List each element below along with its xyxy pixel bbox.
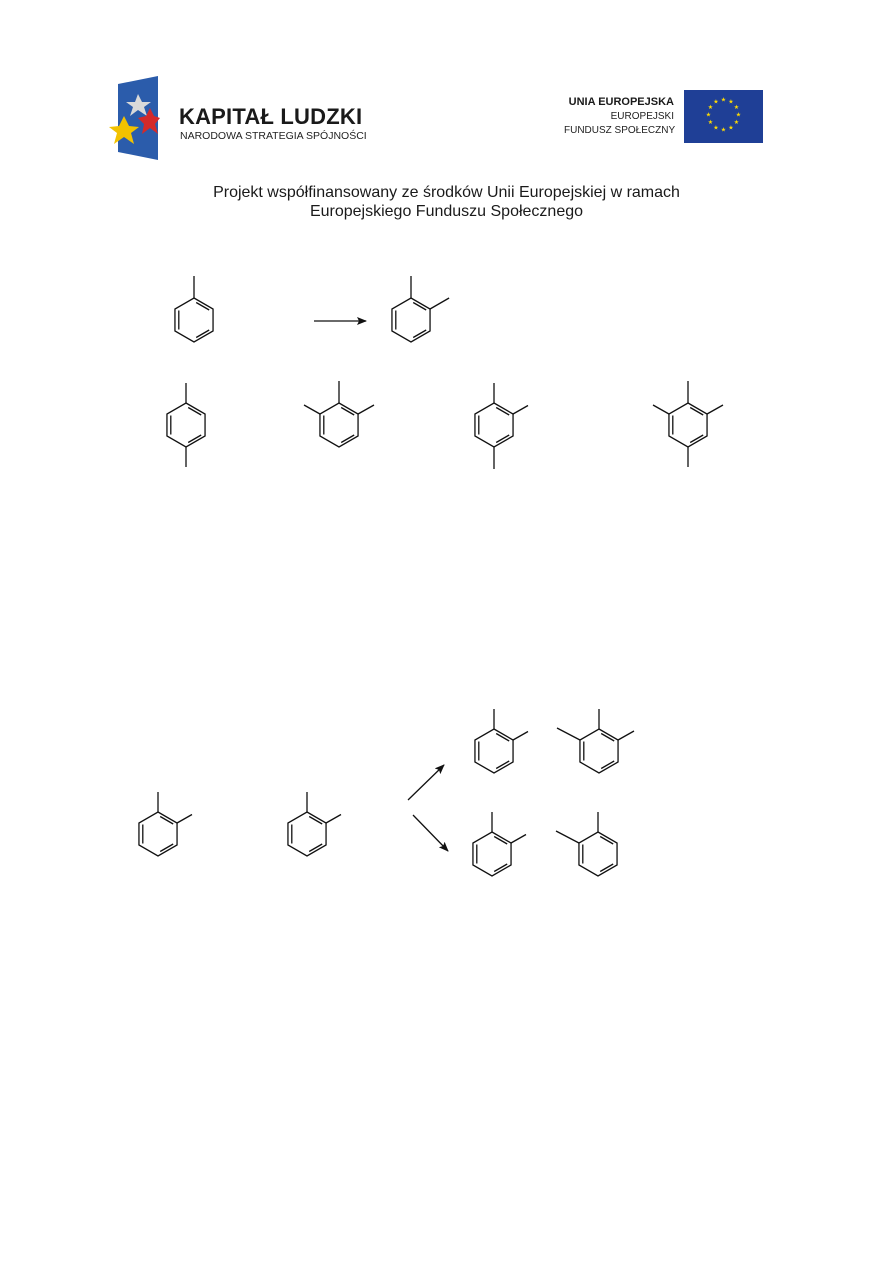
svg-text:★: ★ [733, 119, 740, 126]
svg-text:★: ★ [713, 124, 719, 132]
svg-text:★: ★ [735, 111, 742, 119]
kapital-ludzki-subtitle: NARODOWA STRATEGIA SPÓJNOŚCI [180, 130, 367, 142]
svg-text:★: ★ [728, 98, 734, 106]
svg-text:★: ★ [728, 124, 734, 132]
toluene-structure [175, 276, 213, 342]
mesitylene-structure [653, 381, 723, 467]
hemimellitene-structure [304, 381, 374, 447]
svg-text:★: ★ [705, 111, 712, 119]
o-xylene-structure [392, 276, 449, 342]
svg-text:★: ★ [707, 119, 714, 126]
reaction-arrow-down [413, 815, 448, 851]
funding-caption-line2: Europejskiego Funduszu Społecznego [309, 203, 584, 220]
o-xylene-product-top [475, 709, 528, 773]
o-xylene-product-bottom-2 [556, 812, 617, 876]
o-xylene-product-bottom-1 [473, 812, 526, 876]
o-xylene-reactant-1 [139, 792, 192, 856]
kapital-ludzki-title: KAPITAŁ LUDZKI [179, 104, 363, 129]
eu-subtitle-2: FUNDUSZ SPOŁECZNY [564, 125, 676, 136]
reaction-arrow-up [408, 765, 444, 800]
p-xylene-structure [167, 383, 205, 467]
funding-caption-line1: Projekt współfinansowany ze środków Unii Europejskiej w ramach [213, 184, 680, 201]
hemimellitene-product-top [557, 709, 634, 773]
eu-title: UNIA EUROPEJSKA [568, 96, 674, 108]
o-xylene-reactant-2 [288, 792, 341, 856]
svg-text:★: ★ [713, 98, 719, 106]
eu-subtitle-1: EUROPEJSKI [610, 111, 674, 122]
svg-text:★: ★ [733, 104, 740, 111]
svg-text:★: ★ [720, 126, 727, 134]
svg-text:★: ★ [720, 96, 727, 104]
svg-text:★: ★ [707, 104, 714, 111]
pseudocumene-structure [475, 383, 528, 469]
